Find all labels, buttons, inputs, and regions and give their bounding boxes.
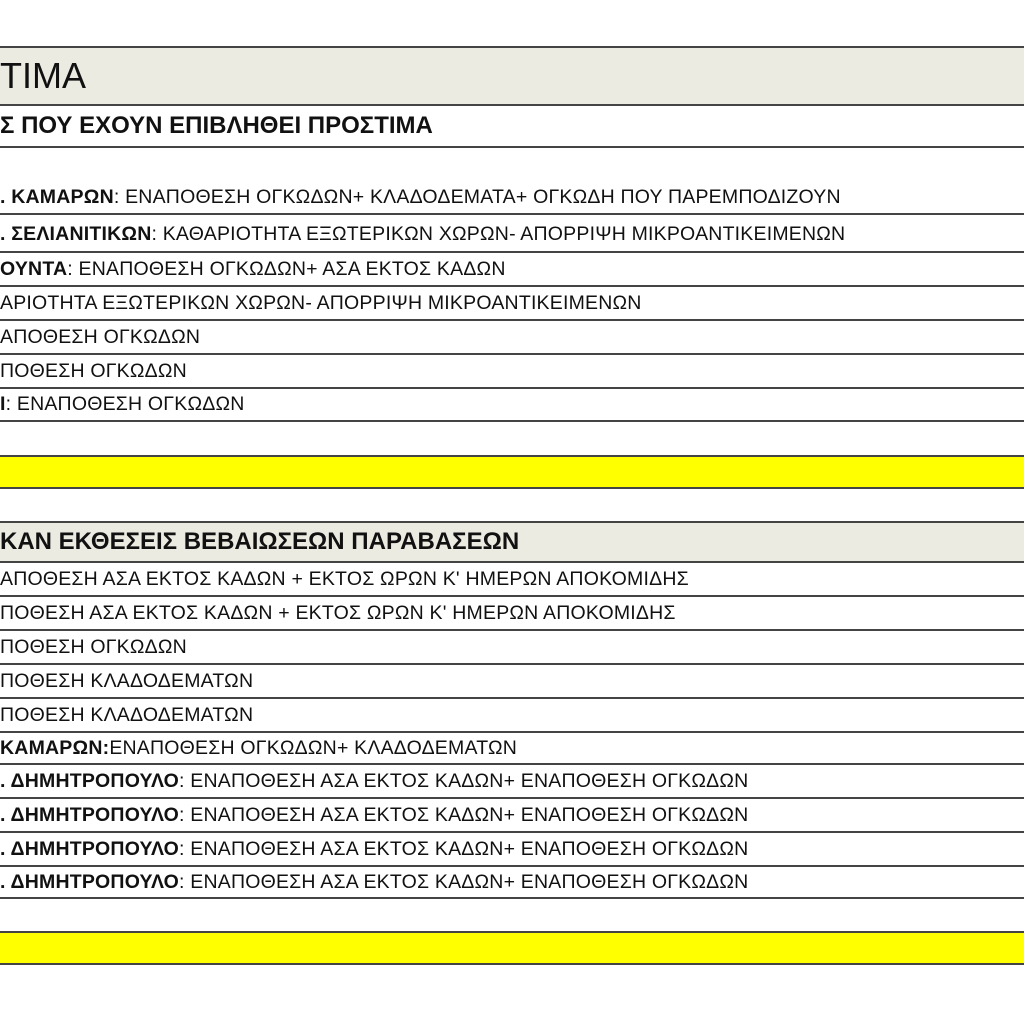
row-label: . ΣΕΛΙΑΝΙΤΙΚΩΝ [0,222,152,245]
table-row [0,563,1024,597]
table-row [0,765,1024,799]
row-text: : ΕΝΑΠΟΘΕΣΗ ΑΣΑ ΕΚΤΟΣ ΚΑΔΩΝ+ ΕΝΑΠΟΘΕΣΗ ΟΓΚΩΔΩΝ [179,803,749,826]
row-text: ΑΠΟΘΕΣΗ ΟΓΚΩΔΩΝ [0,325,201,348]
row-text: : ΕΝΑΠΟΘΕΣΗ ΑΣΑ ΕΚΤΟΣ ΚΑΔΩΝ+ ΕΝΑΠΟΘΕΣΗ ΟΓΚΩΔΩΝ [179,870,749,893]
row-text: : ΕΝΑΠΟΘΕΣΗ ΟΓΚΩΔΩΝ+ ΑΣΑ ΕΚΤΟΣ ΚΑΔΩΝ [67,257,506,280]
row-label: Ι [0,393,6,415]
row-label: . ΔΗΜΗΤΡΟΠΟΥΛΟ [0,837,180,860]
highlight-row [0,455,1024,489]
table-row [0,217,1024,253]
table-row [0,389,1024,422]
row-text: : ΕΝΑΠΟΘΕΣΗ ΑΣΑ ΕΚΤΟΣ ΚΑΔΩΝ+ ΕΝΑΠΟΘΕΣΗ ΟΓΚΩΔΩΝ [179,837,749,860]
table-row [0,733,1024,765]
table-row [0,833,1024,867]
page-title: ΤΙΜΑ [0,46,1024,106]
row-text: ΑΠΟΘΕΣΗ ΑΣΑ ΕΚΤΟΣ ΚΑΔΩΝ + ΕΚΤΟΣ ΩΡΩΝ Κ' ΗΜΕΡΩΝ ΑΠΟΚΟΜΙΔΗΣ [0,567,689,590]
row-label: . ΔΗΜΗΤΡΟΠΟΥΛΟ [0,803,180,826]
table-row [0,867,1024,899]
highlight-row [0,931,1024,965]
row-text: ΠΟΘΕΣΗ ΚΛΑΔΟΔΕΜΑΤΩΝ [0,669,254,692]
row-text: ΑΡΙΟΤΗΤΑ ΕΞΩΤΕΡΙΚΩΝ ΧΩΡΩΝ- ΑΠΟΡΡΙΨΗ ΜΙΚΡΟΑΝΤΙΚΕΙΜΕΝΩΝ [0,291,642,314]
section-header-violations: ΚΑΝ ΕΚΘΕΣΕΙΣ ΒΕΒΑΙΩΣΕΩΝ ΠΑΡΑΒΑΣΕΩΝ [0,521,1024,563]
table-row [0,799,1024,833]
table-row [0,287,1024,321]
table-row [0,355,1024,389]
row-label: . ΔΗΜΗΤΡΟΠΟΥΛΟ [0,769,180,792]
row-text: : ΚΑΘΑΡΙΟΤΗΤΑ ΕΞΩΤΕΡΙΚΩΝ ΧΩΡΩΝ- ΑΠΟΡΡΙΨΗ ΜΙΚΡΟΑΝΤΙΚΕΙΜΕΝΩΝ [151,222,846,245]
row-text: : ΕΝΑΠΟΘΕΣΗ ΟΓΚΩΔΩΝ [5,393,245,415]
row-label: . ΔΗΜΗΤΡΟΠΟΥΛΟ [0,870,180,893]
table-row [0,597,1024,631]
table-row [0,253,1024,287]
table-row [0,665,1024,699]
row-label: ΚΑΜΑΡΩΝ: [0,736,110,759]
row-text: ΠΟΘΕΣΗ ΟΓΚΩΔΩΝ [0,635,187,658]
row-text: : ΕΝΑΠΟΘΕΣΗ ΑΣΑ ΕΚΤΟΣ ΚΑΔΩΝ+ ΕΝΑΠΟΘΕΣΗ ΟΓΚΩΔΩΝ [179,769,749,792]
row-text: ΕΝΑΠΟΘΕΣΗ ΟΓΚΩΔΩΝ+ ΚΛΑΔΟΔΕΜΑΤΩΝ [109,736,518,759]
table-row [0,699,1024,733]
row-text: ΠΟΘΕΣΗ ΑΣΑ ΕΚΤΟΣ ΚΑΔΩΝ + ΕΚΤΟΣ ΩΡΩΝ Κ' ΗΜΕΡΩΝ ΑΠΟΚΟΜΙΔΗΣ [0,601,676,624]
row-text: ΠΟΘΕΣΗ ΚΛΑΔΟΔΕΜΑΤΩΝ [0,703,254,726]
row-text: ΠΟΘΕΣΗ ΟΓΚΩΔΩΝ [0,359,187,382]
table-row [0,631,1024,665]
table-row [0,181,1024,215]
row-label: ΟΥΝΤΑ [0,257,68,280]
row-text: : ΕΝΑΠΟΘΕΣΗ ΟΓΚΩΔΩΝ+ ΚΛΑΔΟΔΕΜΑΤΑ+ ΟΓΚΩΔΗ ΠΟΥ ΠΑΡΕΜΠΟΔΙΖΟΥΝ [113,185,841,208]
section-header-fines: Σ ΠΟΥ ΕΧΟΥΝ ΕΠΙΒΛΗΘΕΙ ΠΡΟΣΤΙΜΑ [0,106,1024,148]
row-label: . ΚΑΜΑΡΩΝ [0,185,114,208]
table-row [0,321,1024,355]
